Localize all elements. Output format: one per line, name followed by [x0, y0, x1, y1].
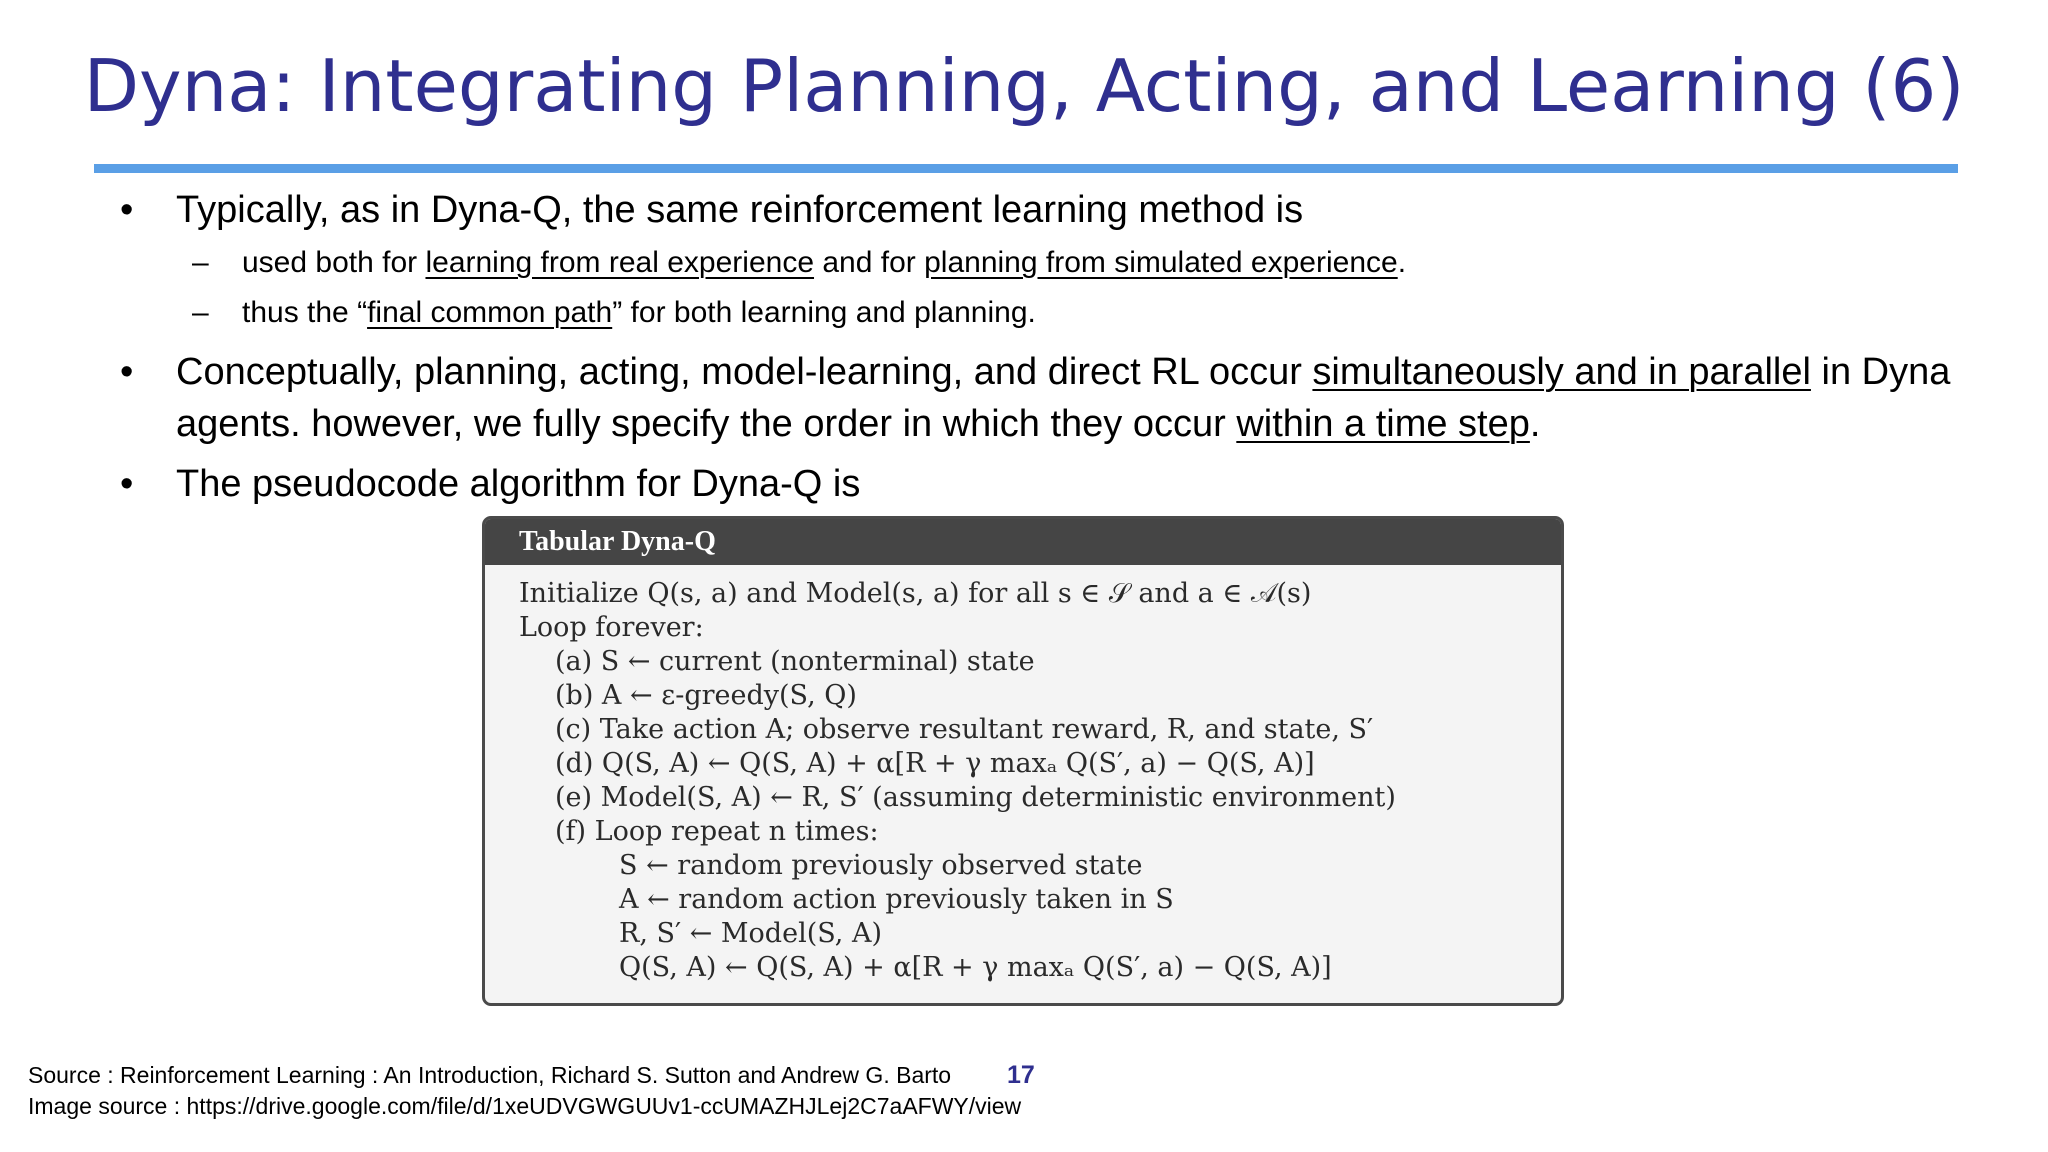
page-number: 17: [1007, 1061, 1035, 1089]
algorithm-line: (b) A ← ε-greedy(S, Q): [555, 680, 857, 711]
source-citation: Source : Reinforcement Learning : An Introduction, Richard S. Sutton and Andrew G. Barto: [28, 1062, 952, 1088]
bullet-text: in Dyna agents. however, we fully specify the order in which they occur: [176, 351, 1951, 445]
algorithm-line: (e) Model(S, A) ← R, S′ (assuming deterministic environment): [555, 782, 1396, 813]
bullet-dot-icon: •: [120, 351, 134, 393]
dash-icon: –: [192, 246, 209, 279]
underlined-phrase: simultaneously and in parallel: [1312, 351, 1811, 393]
sub-bullet-text: used both for: [242, 246, 426, 279]
underlined-phrase: planning from simulated experience: [924, 246, 1398, 279]
algorithm-line: (a) S ← current (nonterminal) state: [555, 646, 1035, 677]
algorithm-body: [485, 565, 1561, 985]
algorithm-line: Loop forever:: [519, 612, 704, 643]
sub-bullet-text: thus the “: [242, 296, 368, 329]
title-underline-rule: [94, 164, 1958, 173]
bullet-item: [120, 458, 1960, 510]
bullet-text: .: [1529, 403, 1541, 445]
sub-bullet-text: and for: [814, 246, 925, 279]
algorithm-line: R, S′ ← Model(S, A): [619, 918, 882, 949]
bullet-text: Conceptually, planning, acting, model-learning, and direct RL occur: [176, 351, 1313, 393]
underlined-phrase: within a time step: [1236, 403, 1530, 445]
bullet-dot-icon: •: [120, 463, 134, 505]
algorithm-box: [482, 516, 1564, 1006]
bullet-dot-icon: •: [120, 189, 134, 231]
image-source-link[interactable]: Image source : https://drive.google.com/file/d/1xeUDVGWGUUv1-ccUMAZHJLej2C7aAFWY/view: [28, 1093, 1022, 1119]
dash-icon: –: [192, 296, 209, 329]
sub-bullet-text: .: [1397, 246, 1407, 279]
underlined-phrase: final common path: [367, 296, 613, 329]
algorithm-line: A ← random action previously taken in S: [619, 884, 1174, 915]
bullet-text: The pseudocode algorithm for Dyna-Q is: [176, 463, 861, 505]
algorithm-line: (d) Q(S, A) ← Q(S, A) + α[R + γ maxₐ Q(S′, a) − Q(S, A)]: [555, 748, 1315, 779]
bullet-list: [120, 184, 1960, 510]
sub-bullet-item: [120, 238, 1960, 288]
algorithm-title: Tabular Dyna-Q: [485, 519, 1561, 565]
sub-bullet-item: [120, 288, 1960, 338]
sub-bullet-text: ” for both learning and planning.: [612, 296, 1036, 329]
bullet-item: [120, 184, 1960, 236]
algorithm-line: Q(S, A) ← Q(S, A) + α[R + γ maxₐ Q(S′, a) − Q(S, A)]: [619, 952, 1332, 983]
underlined-phrase: learning from real experience: [425, 246, 815, 279]
bullet-text: Typically, as in Dyna-Q, the same reinforcement learning method is: [176, 189, 1304, 231]
algorithm-line: (c) Take action A; observe resultant reward, R, and state, S′: [555, 714, 1374, 745]
algorithm-line: (f) Loop repeat n times:: [555, 816, 879, 847]
algorithm-line: Initialize Q(s, a) and Model(s, a) for all s ∈ 𝒮 and a ∈ 𝒜(s): [519, 578, 1312, 609]
bullet-item: [120, 346, 1960, 450]
slide-title: Dyna: Integrating Planning, Acting, and Learning (6): [83, 44, 1965, 128]
footer-sources: [28, 1060, 1021, 1122]
algorithm-line: S ← random previously observed state: [619, 850, 1143, 881]
